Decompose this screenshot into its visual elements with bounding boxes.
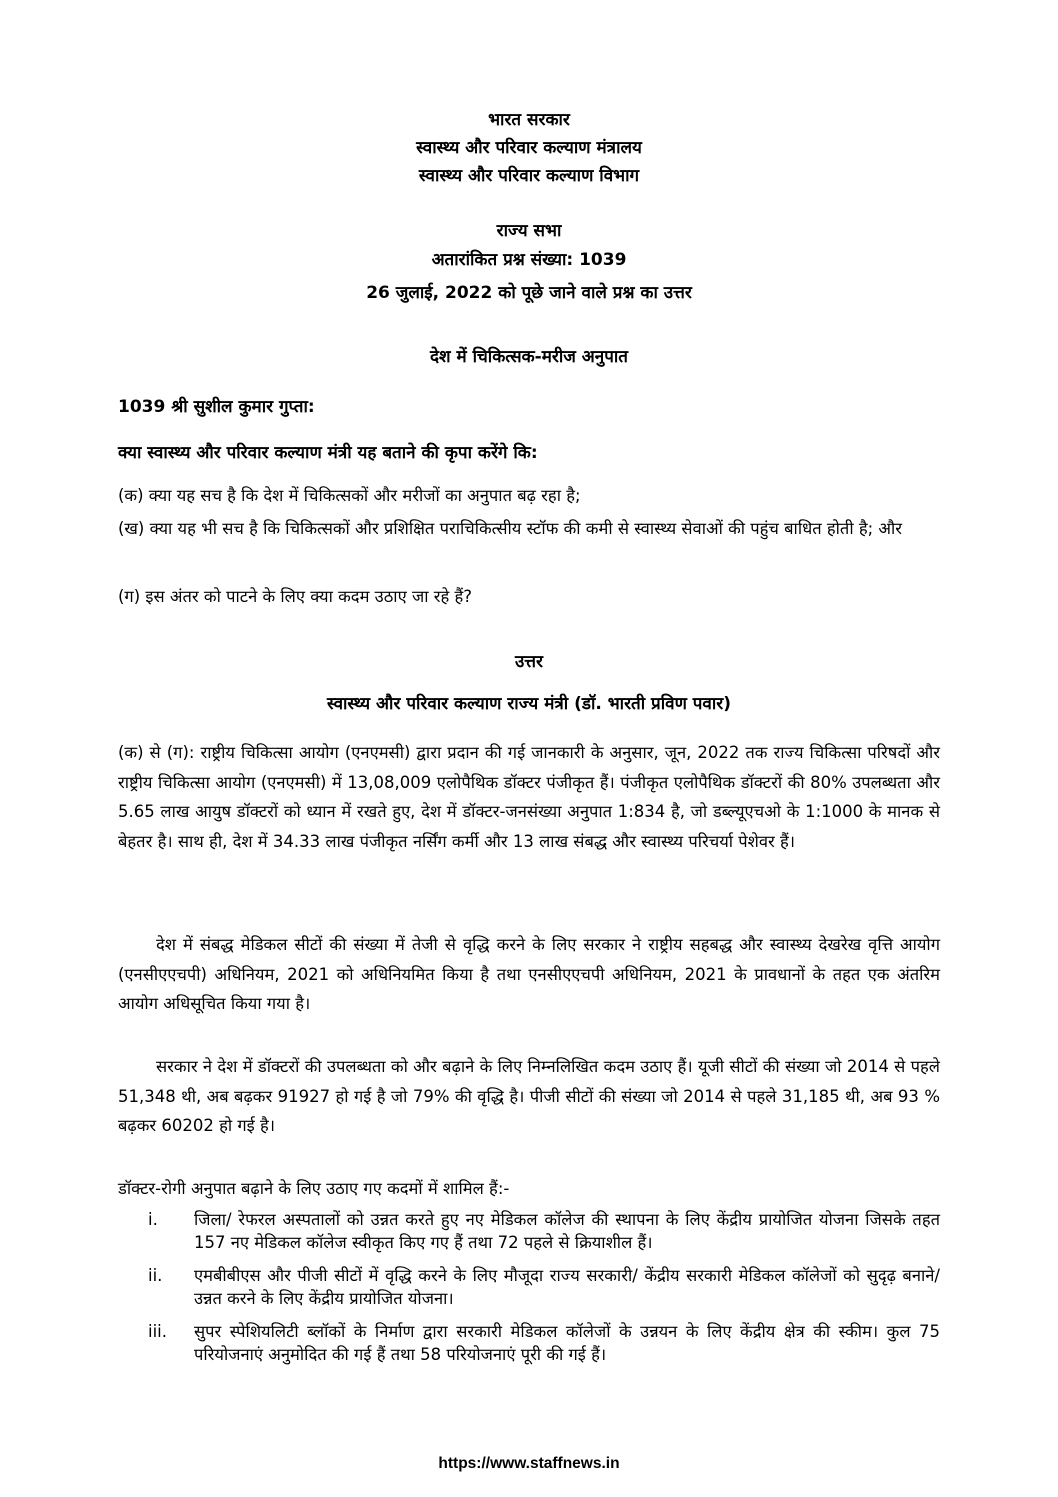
list-item-number: iii. [148,1322,167,1341]
asker-name: 1039 श्री सुशील कुमार गुप्ता: [118,397,315,417]
answer-paragraph-2: देश में संबद्ध मेडिकल सीटों की संख्या में तेजी से वृद्धि करने के लिए सरकार ने राष्ट्रीय सहबद्ध और स्वास्थ्य देखरेख वृत्ति आयोग (एनसीएएचपी) अधिनियम, 2021 को अधिनियमित किया है तथा एनसीएएचपी अधिनियम, 2021 के प्रावधानों के तहत एक अंतरिम आयोग अधिसूचित किया गया है। [118,935,940,1013]
answer-paragraph-3: सरकार ने देश में डॉक्टरों की उपलब्धता को और बढ़ाने के लिए निम्नलिखित कदम उठाए हैं। यूजी सीटों की संख्या जो 2014 से पहले 51,348 थी, अब बढ़कर 91927 हो गई है जो 79% की वृद्धि है। पीजी सीटों की संख्या जो 2014 से पहले 31,185 थी, अब 93 % बढ़कर 60202 हो गई है। [118,1057,940,1135]
question-b: (ख) क्या यह भी सच है कि चिकित्सकों और प्रशिक्षित पराचिकित्सीय स्टॉफ की कमी से स्वास्थ्य सेवाओं की पहुंच बाधित होती है; और [118,519,903,538]
header-government: भारत सरकार [488,110,570,130]
header-department: स्वास्थ्य और परिवार कल्याण विभाग [418,166,640,186]
header-ministry: स्वास्थ्य और परिवार कल्याण मंत्रालय [416,138,642,158]
list-item [118,1264,940,1310]
answer-date: 26 जुलाई, 2022 को पूछे जाने वाले प्रश्न का उत्तर [366,283,692,303]
steps-list [118,1208,940,1376]
house-name: राज्य सभा [496,221,562,241]
answer-paragraph-1: (क) से (ग): राष्ट्रीय चिकित्सा आयोग (एनएमसी) द्वारा प्रदान की गई जानकारी के अनुसार, जून, 2022 तक राज्य चिकित्सा परिषदों और राष्ट्रीय चिकित्सा आयोग (एनएमसी) में 13,08,009 एलोपैथिक डॉक्टर पंजीकृत हैं। पंजीकृत एलोपैथिक डॉक्टरों की 80% उपलब्धता और 5.65 लाख आयुष डॉक्टरों को ध्यान में रखते हुए, देश में डॉक्टर-जनसंख्या अनुपात 1:834 है, जो डब्ल्यूएचओ के 1:1000 के मानक से बेहतर है। साथ ही, देश में 34.33 लाख पंजीकृत नर्सिंग कर्मी और 13 लाख संबद्ध और स्वास्थ्य परिचर्या पेशेवर हैं। [118,743,940,851]
list-item [118,1320,940,1366]
list-item-number: i. [148,1210,158,1229]
list-item-number: ii. [148,1266,163,1285]
answer-heading: उत्तर [514,652,544,672]
list-item-text: जिला/ रेफरल अस्पतालों को उन्नत करते हुए नए मेडिकल कॉलेज की स्थापना के लिए केंद्रीय प्रायोजित योजना जिसके तहत 157 नए मेडिकल कॉलेज स्वीकृत किए गए हैं तथा 72 पहले से क्रियाशील हैं। [194,1210,940,1252]
list-item [118,1208,940,1254]
answer-paragraph-4: डॉक्टर-रोगी अनुपात बढ़ाने के लिए उठाए गए कदमों में शामिल हैं:- [118,1179,510,1198]
list-item-text: एमबीबीएस और पीजी सीटों में वृद्धि करने के लिए मौजूदा राज्य सरकारी/ केंद्रीय सरकारी मेडिकल कॉलेजों को सुदृढ़ बनाने/उन्नत करने के लिए केंद्रीय प्रायोजित योजना। [194,1266,940,1308]
question-c: (ग) इस अंतर को पाटने के लिए क्या कदम उठाए जा रहे हैं? [118,587,472,606]
question-a: (क) क्या यह सच है कि देश में चिकित्सकों और मरीजों का अनुपात बढ़ रहा है; [118,486,581,505]
subject-title: देश में चिकित्सक-मरीज अनुपात [430,347,628,367]
list-item-text: सुपर स्पेशियलिटी ब्लॉकों के निर्माण द्वारा सरकारी मेडिकल कॉलेजों के उन्नयन के लिए केंद्रीय क्षेत्र की स्कीम। कुल 75 परियोजनाएं अनुमोदित की गई हैं तथा 58 परियोजनाएं पूरी की गई हैं। [194,1322,940,1364]
ministry-header [0,106,1058,190]
question-number: अतारांकित प्रश्न संख्या: 1039 [431,250,627,270]
question-intro: क्या स्वास्थ्य और परिवार कल्याण मंत्री यह बताने की कृपा करेंगे कि: [118,443,538,463]
footer-url: https://www.staffnews.in [438,1455,620,1472]
minister-name: स्वास्थ्य और परिवार कल्याण राज्य मंत्री (डॉ. भारती प्रविण पवार) [326,694,732,714]
